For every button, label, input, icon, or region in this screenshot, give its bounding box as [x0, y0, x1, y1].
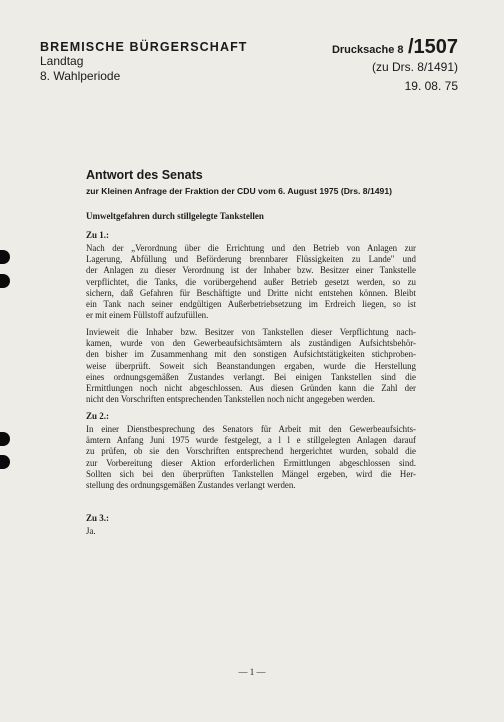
drucksache-number: /1507 — [407, 36, 458, 58]
section-1-paragraph-1: Nach der „Verordnung über die Errichtung und den Betrieb von Anlagen zur Lagerung, Abfüllung und Beförderung brennbarer Flüssigkeiten zu Lande" und der Anlagen zu dieser Verordnung ist der Inhaber bzw. Besitzer einer Tankstelle verpflichtet, die Tanks, die vorübergehend außer Betrieb gesetzt werden, so zu sichern, daß Gefahren für Beschäftigte und Dritte nicht entstehen können. Bleibt ein Tank nach seiner endgültigen Außerbetriebsetzung im Erdreich liegen, so ist er mit einem Füllstoff aufzufüllen. — [86, 243, 416, 321]
section-2-heading: Zu 2.: — [86, 411, 110, 421]
reference: (zu Drs. 8/1491) — [371, 60, 458, 74]
legislative-period: 8. Wahlperiode — [40, 69, 121, 83]
document-subtitle: zur Kleinen Anfrage der Fraktion der CDU vom 6. August 1975 (Drs. 8/1491) — [86, 186, 392, 196]
document-title: Antwort des Senats — [86, 168, 203, 182]
page-number: — 1 — — [238, 667, 266, 677]
document-date: 19. 08. 75 — [404, 79, 458, 93]
chamber: Landtag — [40, 54, 84, 68]
punch-hole-icon — [0, 250, 10, 264]
punch-hole-icon — [0, 455, 10, 469]
topic-heading: Umweltgefahren durch stillgelegte Tankstellen — [86, 211, 264, 221]
drucksache — [332, 36, 458, 59]
section-1-heading: Zu 1.: — [86, 230, 110, 240]
punch-hole-icon — [0, 274, 10, 288]
header-left — [40, 40, 248, 84]
header-right — [332, 36, 458, 94]
parliament-name: BREMISCHE BÜRGERSCHAFT — [40, 40, 248, 54]
punch-hole-icon — [0, 432, 10, 446]
section-1-paragraph-2: Invieweit die Inhaber bzw. Besitzer von Tankstellen dieser Verpflichtung nach- kamen, wurde von den Gewerbeaufsichtsämtern als zuständigen Aufsichtsbehör- den bisher im Zusammenhang mit den sonstigen Aufsichtstätigkeiten stichproben- weise überprüft. Soweit sich Beanstandungen ergaben, wurde die Herstellung eines ordnungsgemäßen Zustandes verlangt. Bei einigen Tankstellen sind die Ermittlungen noch nicht abgeschlossen. Aus diesen Gründen kann die Zahl der nicht den Vorschriften entsprechenden Tankstellen noch nicht angegeben werden. — [86, 327, 416, 405]
drucksache-label: Drucksache 8 — [331, 44, 404, 56]
section-3-paragraph: Ja. — [86, 526, 96, 536]
section-3-heading: Zu 3.: — [86, 513, 110, 523]
section-2-paragraph: In einer Dienstbesprechung des Senators für Arbeit mit den Gewerbeaufsichts- ämtern Anfang Juni 1975 wurde festgelegt, a l l e stillgelegten Anlagen darauf zu prüfen, ob sie den Vorschriften entsprechend hergerichtet wurden, sobald die zur Vorbereitung dieser Aktion erforderlichen Ermittlungen abgeschlossen sind. Sollten sich bei den überprüften Tankstellen Mängel ergeben, wird die Her- stellung des ordnungsgemäßen Zustandes verlangt werden. — [86, 424, 416, 491]
